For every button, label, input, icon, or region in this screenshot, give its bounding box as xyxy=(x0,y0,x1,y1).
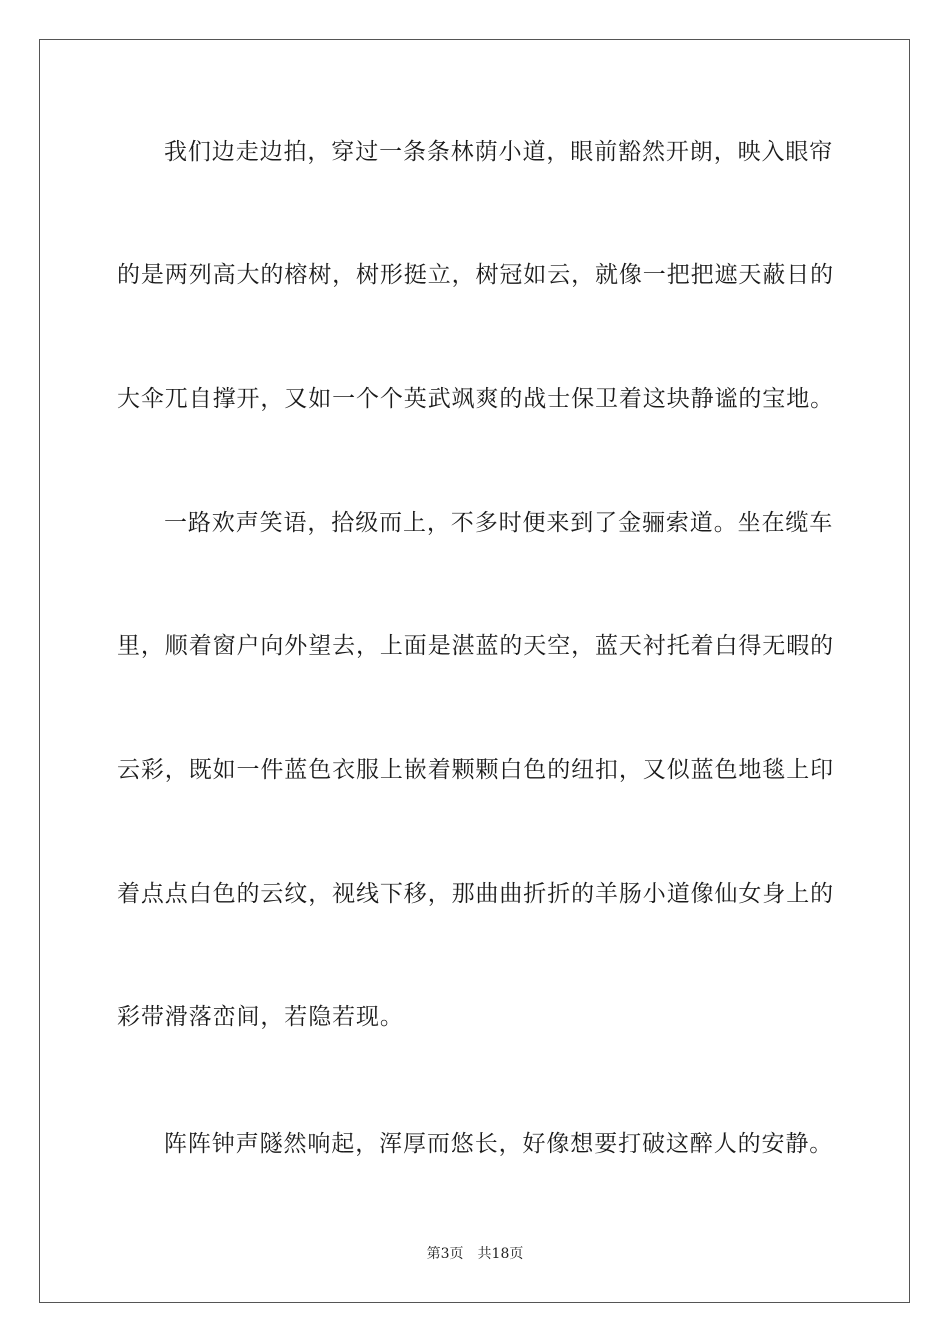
text-line: 云彩，既如一件蓝色衣服上嵌着颗颗白色的纽扣，又似蓝色地毯上印 xyxy=(117,757,834,783)
text-line: 里，顺着窗户向外望去，上面是湛蓝的天空，蓝天衬托着白得无暇的 xyxy=(117,633,834,659)
text-line: 的是两列高大的榕树，树形挺立，树冠如云，就像一把把遮天蔽日的 xyxy=(117,262,834,288)
text-line: 阵阵钟声隧然响起，浑厚而悠长，好像想要打破这醉人的安静。 xyxy=(164,1131,834,1157)
text-line: 彩带滑落峦间，若隐若现。 xyxy=(117,1004,404,1030)
page-footer xyxy=(0,1245,950,1263)
text-line: 着点点白色的云纹，视线下移，那曲曲折折的羊肠小道像仙女身上的 xyxy=(117,881,834,907)
text-line: 大伞兀自撑开，又如一个个英武飒爽的战士保卫着这块静谧的宝地。 xyxy=(117,386,834,412)
page-number: 第3页 xyxy=(426,1246,464,1262)
text-line: 一路欢声笑语，拾级而上，不多时便来到了金骊索道。坐在缆车 xyxy=(164,510,834,536)
text-line: 我们边走边拍，穿过一条条林荫小道，眼前豁然开朗，映入眼帘 xyxy=(164,139,834,165)
page-total: 共18页 xyxy=(477,1246,524,1262)
page-frame xyxy=(39,39,910,1303)
